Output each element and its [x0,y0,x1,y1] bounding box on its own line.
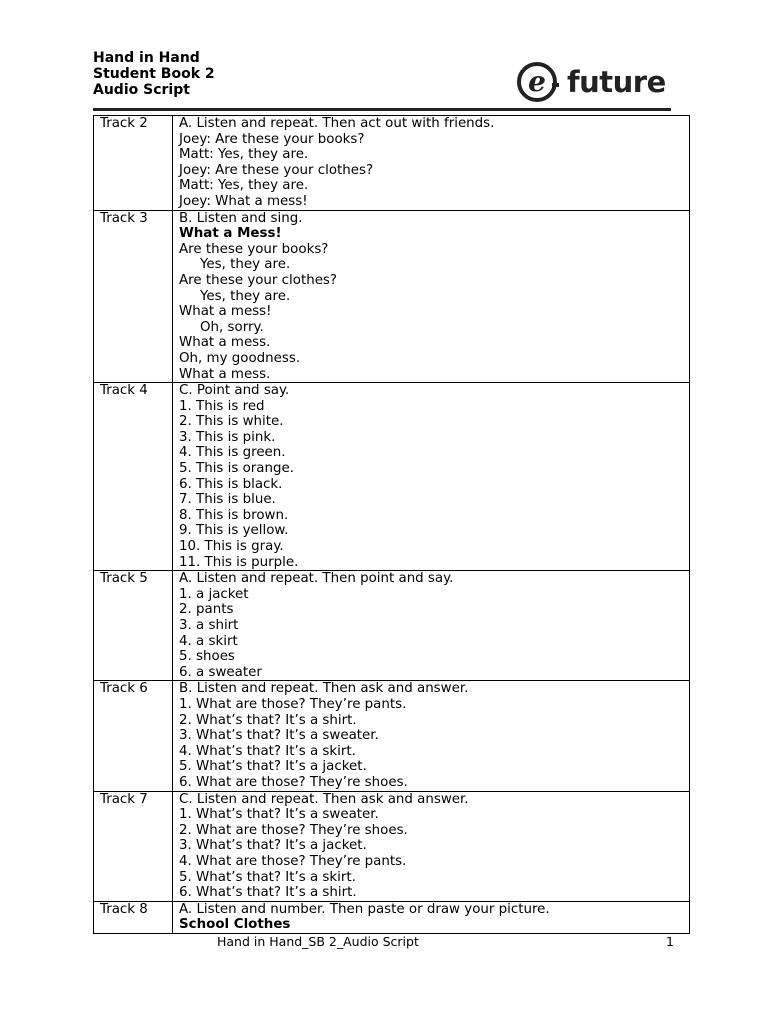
script-line: A. Listen and number. Then paste or draw your picture. [179,901,550,917]
script-line: What a mess. [179,366,271,382]
header-book: Student Book 2 [93,66,215,82]
script-line: 6. What are those? They’re shoes. [179,774,408,790]
script-line: 7. This is blue. [179,492,276,508]
header-title: Hand in Hand [93,50,200,66]
script-line: A. Listen and repeat. Then act out with friends. [179,116,495,131]
header-divider [93,108,671,111]
script-line: 3. This is pink. [179,429,276,445]
script-line: 9. This is yellow. [179,523,289,539]
table-row [94,681,690,791]
script-line: 3. a shirt [179,618,239,633]
script-line: 3. What’s that? It’s a sweater. [179,728,379,744]
section-heading: What a Mess! [179,226,282,242]
track-content [173,210,690,383]
document-header [93,50,215,98]
logo-wordmark: future [567,65,666,99]
track-label: Track 6 [94,681,173,791]
script-line: 8. This is brown. [179,507,289,523]
script-line: What a mess. [179,335,271,351]
script-line: 2. This is white. [179,414,284,430]
script-line: 3. What’s that? It’s a jacket. [179,838,367,854]
script-line: 2. What are those? They’re shoes. [179,822,408,838]
table-row [94,210,690,383]
script-line: C. Listen and repeat. Then ask and answer. [179,791,469,807]
script-line: 5. shoes [179,649,235,665]
script-line: 4. This is green. [179,445,286,461]
script-line: Oh, my goodness. [179,350,301,366]
script-line: 5. This is orange. [179,461,294,477]
section-heading: School Clothes [179,917,291,933]
script-line: C. Point and say. [179,383,290,399]
script-line: 5. What’s that? It’s a jacket. [179,759,367,775]
script-line: 10. This is gray. [179,539,284,555]
script-line: Joey: Are these your clothes? [179,162,374,178]
script-line: Joey: What a mess! [179,193,308,209]
script-line: 6. What’s that? It’s a shirt. [179,885,357,901]
audio-script-table [93,115,690,934]
script-line: B. Listen and sing. [179,210,303,226]
script-line: 1. What’s that? It’s a sweater. [179,807,379,823]
script-line: Are these your books? [179,241,329,257]
script-line: A. Listen and repeat. Then point and say. [179,571,454,587]
track-content [173,681,690,791]
table-row [94,791,690,901]
table-row [94,901,690,933]
script-line: 1. a jacket [179,586,249,602]
header-doc-type: Audio Script [93,82,190,98]
efuture-logo [517,59,666,105]
table-row [94,571,690,681]
script-line: 1. What are those? They’re pants. [179,696,407,712]
track-label: Track 4 [94,383,173,571]
footer-title: Hand in Hand_SB 2_Audio Script [217,934,419,949]
track-content [173,383,690,571]
script-line: 6. a sweater [179,664,262,680]
script-line: 4. a skirt [179,633,238,649]
page-number: 1 [666,934,674,949]
script-line: Joey: Are these your books? [179,131,365,147]
track-content [173,901,690,933]
script-line: Yes, they are. [200,288,291,304]
table-row [94,116,690,211]
track-label: Track 2 [94,116,173,211]
script-line: Yes, they are. [200,257,291,273]
script-line: 2. What’s that? It’s a shirt. [179,712,357,728]
script-line: 11. This is purple. [179,554,299,570]
script-line: What a mess! [179,304,272,320]
track-label: Track 8 [94,901,173,933]
script-line: 1. This is red [179,398,265,414]
script-line: 4. What are those? They’re pants. [179,853,407,869]
track-content [173,116,690,211]
track-content [173,571,690,681]
script-line: Are these your clothes? [179,272,338,288]
script-line: B. Listen and repeat. Then ask and answer. [179,681,469,697]
script-line: Matt: Yes, they are. [179,178,309,194]
track-label: Track 3 [94,210,173,383]
logo-e-icon: e [517,62,557,102]
track-content [173,791,690,901]
script-line: 2. pants [179,602,234,618]
script-line: 6. This is black. [179,476,283,492]
script-line: 4. What’s that? It’s a skirt. [179,743,356,759]
track-label: Track 7 [94,791,173,901]
table-row [94,383,690,571]
script-line: Oh, sorry. [200,319,264,335]
script-line: 5. What’s that? It’s a skirt. [179,869,356,885]
track-label: Track 5 [94,571,173,681]
script-line: Matt: Yes, they are. [179,147,309,163]
